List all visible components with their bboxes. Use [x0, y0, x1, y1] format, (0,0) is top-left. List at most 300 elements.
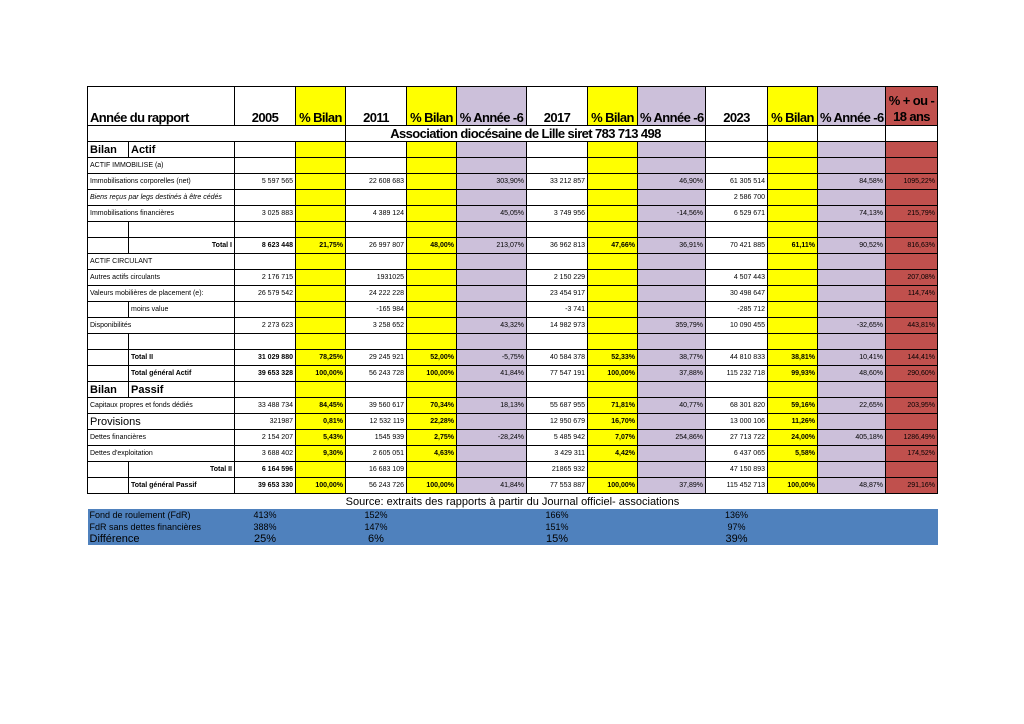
blank-cell [588, 521, 638, 533]
table-cell: 41,84% [457, 366, 527, 382]
table-cell: 44 810 833 [706, 350, 768, 366]
table-cell: 4,63% [407, 446, 457, 462]
header-row [88, 87, 938, 126]
table-cell [886, 462, 938, 478]
row-sublabel [129, 334, 235, 350]
table-cell: 30 498 647 [706, 286, 768, 302]
table-cell [346, 222, 407, 238]
summary-value: 152% [346, 509, 407, 521]
table-cell [706, 158, 768, 174]
row-label [88, 350, 129, 366]
row-label: Dettes d'exploitation [88, 446, 235, 462]
table-cell: 37,89% [638, 478, 706, 494]
table-cell: 47,66% [588, 238, 638, 254]
table-cell: 254,86% [638, 430, 706, 446]
table-cell: 36 962 813 [527, 238, 588, 254]
table-cell: 0,81% [296, 414, 346, 430]
row-label: Immobilisations corporelles (net) [88, 174, 235, 190]
table-cell: 100,00% [407, 366, 457, 382]
summary-value: 39% [706, 533, 768, 545]
table-cell: 321987 [235, 414, 296, 430]
row-label: Immobilisations financières [88, 206, 235, 222]
table-cell: -165 984 [346, 302, 407, 318]
table-cell [768, 286, 818, 302]
table-cell [457, 222, 527, 238]
table-cell [638, 302, 706, 318]
table-cell [407, 270, 457, 286]
table-cell: 77 553 887 [527, 478, 588, 494]
table-cell: 26 579 542 [235, 286, 296, 302]
summary-value: 151% [527, 521, 588, 533]
table-cell [588, 174, 638, 190]
blank-cell [638, 533, 706, 545]
table-cell [768, 254, 818, 270]
table-cell: 359,79% [638, 318, 706, 334]
table-cell: 90,52% [818, 238, 886, 254]
table-cell: 45,05% [457, 206, 527, 222]
table-cell [886, 334, 938, 350]
table-cell: 144,41% [886, 350, 938, 366]
table-cell [346, 334, 407, 350]
blank-cell [768, 521, 818, 533]
subtitle-row [88, 126, 938, 142]
table-cell [706, 334, 768, 350]
table-row [88, 414, 938, 430]
blank-cell [886, 382, 938, 398]
table-cell [818, 462, 886, 478]
table-cell [407, 254, 457, 270]
table-cell [235, 222, 296, 238]
table-cell: 3 749 956 [527, 206, 588, 222]
table-cell: 52,00% [407, 350, 457, 366]
summary-row [88, 521, 938, 533]
table-cell: 55 687 955 [527, 398, 588, 414]
table-cell [638, 254, 706, 270]
blank-cell [588, 142, 638, 158]
header-col: 2011 [346, 87, 407, 126]
blank-cell [457, 521, 527, 533]
table-cell: 41,84% [457, 478, 527, 494]
table-cell: 33 488 734 [235, 398, 296, 414]
table-cell: 115 232 718 [706, 366, 768, 382]
table-cell: -28,24% [457, 430, 527, 446]
table-cell [235, 334, 296, 350]
table-cell [818, 446, 886, 462]
table-cell: 78,25% [296, 350, 346, 366]
table-cell [886, 302, 938, 318]
table-cell: 22,28% [407, 414, 457, 430]
row-label [88, 302, 129, 318]
table-cell [886, 158, 938, 174]
table-cell [768, 174, 818, 190]
table-cell: 5,58% [768, 446, 818, 462]
table-cell [768, 222, 818, 238]
table-cell [768, 302, 818, 318]
blank-cell [638, 142, 706, 158]
header-label: Année du rapport [88, 87, 235, 126]
table-cell [588, 270, 638, 286]
blank-cell [818, 126, 886, 142]
table-cell: -3 741 [527, 302, 588, 318]
blank-cell [296, 382, 346, 398]
table-cell: 84,45% [296, 398, 346, 414]
table-cell: 2 154 207 [235, 430, 296, 446]
table-cell [407, 302, 457, 318]
table-cell [768, 318, 818, 334]
table-cell: 33 212 857 [527, 174, 588, 190]
table-cell [768, 462, 818, 478]
table-row [88, 286, 938, 302]
blank-cell [296, 521, 346, 533]
table-cell [768, 206, 818, 222]
blank-cell [818, 382, 886, 398]
table-cell: 38,77% [638, 350, 706, 366]
table-cell [346, 254, 407, 270]
blank-cell [527, 142, 588, 158]
table-cell: 3 025 883 [235, 206, 296, 222]
table-cell [407, 190, 457, 206]
blank-cell [768, 126, 818, 142]
table-cell: 1286,49% [886, 430, 938, 446]
table-cell: 303,90% [457, 174, 527, 190]
table-cell [296, 334, 346, 350]
table-cell: 6 164 596 [235, 462, 296, 478]
blank-cell [886, 142, 938, 158]
blank-cell [706, 142, 768, 158]
table-cell [235, 302, 296, 318]
table-row [88, 318, 938, 334]
table-row [88, 398, 938, 414]
blank-cell [296, 533, 346, 545]
table-cell [457, 302, 527, 318]
table-cell [886, 414, 938, 430]
table-cell: 39 653 328 [235, 366, 296, 382]
blank-cell [638, 509, 706, 521]
row-label [88, 334, 129, 350]
table-cell [407, 334, 457, 350]
subtitle: Association diocésaine de Lille siret 783 713 498 [346, 126, 706, 142]
header-col: % Bilan [296, 87, 346, 126]
table-cell: 70,34% [407, 398, 457, 414]
table-cell [638, 414, 706, 430]
row-label: ACTIF CIRCULANT [88, 254, 235, 270]
table-cell: 21,75% [296, 238, 346, 254]
table-cell [296, 254, 346, 270]
blank-cell [886, 509, 938, 521]
blank-cell [235, 142, 296, 158]
table-row [88, 366, 938, 382]
table-cell: 37,88% [638, 366, 706, 382]
table-cell: 3 688 402 [235, 446, 296, 462]
section-subtitle: Actif [129, 142, 235, 158]
table-cell: 12 532 119 [346, 414, 407, 430]
table-cell: 68 301 820 [706, 398, 768, 414]
table-cell: 11,26% [768, 414, 818, 430]
table-row [88, 254, 938, 270]
table-cell: 2 150 229 [527, 270, 588, 286]
table-cell: 61 305 514 [706, 174, 768, 190]
table-row [88, 350, 938, 366]
row-sublabel [129, 222, 235, 238]
table-cell: 12 950 679 [527, 414, 588, 430]
table-cell: 405,18% [818, 430, 886, 446]
header-col: % Bilan [407, 87, 457, 126]
table-row [88, 334, 938, 350]
blank-cell [706, 382, 768, 398]
section-title: Bilan [88, 142, 129, 158]
table-cell: 816,63% [886, 238, 938, 254]
table-cell: 61,11% [768, 238, 818, 254]
table-cell [457, 286, 527, 302]
row-label: Autres actifs circulants [88, 270, 235, 286]
header-col: % Bilan [588, 87, 638, 126]
row-label [88, 222, 129, 238]
table-cell: 29 245 921 [346, 350, 407, 366]
summary-label: Différence [88, 533, 235, 545]
header-col: % + ou - 18 ans [886, 87, 938, 126]
table-cell: 21865 932 [527, 462, 588, 478]
row-label: ACTIF IMMOBILISE (a) [88, 158, 235, 174]
table-cell: 36,91% [638, 238, 706, 254]
table-cell: 27 713 722 [706, 430, 768, 446]
row-sublabel: Total général Actif [129, 366, 235, 382]
blank-cell [768, 533, 818, 545]
row-label: Biens reçus par legs destinés à être cédés [88, 190, 235, 206]
header-col: % Année -6 [457, 87, 527, 126]
table-cell: 77 547 191 [527, 366, 588, 382]
table-cell [588, 206, 638, 222]
table-cell [457, 190, 527, 206]
table-row [88, 270, 938, 286]
table-cell [407, 462, 457, 478]
header-col: 2005 [235, 87, 296, 126]
table-cell [457, 446, 527, 462]
table-cell: 24,00% [768, 430, 818, 446]
blank-cell [818, 533, 886, 545]
table-cell: -32,65% [818, 318, 886, 334]
table-cell: 5 485 942 [527, 430, 588, 446]
table-cell: 207,08% [886, 270, 938, 286]
table-cell [886, 254, 938, 270]
section-title: Bilan [88, 382, 129, 398]
table-cell: 115 452 713 [706, 478, 768, 494]
row-sublabel: moins value [129, 302, 235, 318]
source-note: Source: extraits des rapports à partir du Journal officiel- associations [345, 495, 680, 508]
table-cell: 38,81% [768, 350, 818, 366]
blank-cell [457, 142, 527, 158]
table-cell: 215,79% [886, 206, 938, 222]
table-cell [638, 158, 706, 174]
table-cell [407, 318, 457, 334]
table-cell [886, 222, 938, 238]
table-cell [706, 254, 768, 270]
table-cell: 2 176 715 [235, 270, 296, 286]
summary-value: 6% [346, 533, 407, 545]
table-row [88, 174, 938, 190]
row-sublabel: Total II [129, 462, 235, 478]
blank-cell [588, 382, 638, 398]
table-cell [346, 190, 407, 206]
table-cell [818, 286, 886, 302]
table-cell [588, 334, 638, 350]
table-cell [296, 158, 346, 174]
table-cell: 291,16% [886, 478, 938, 494]
row-label [88, 238, 129, 254]
summary-value: 388% [235, 521, 296, 533]
table-cell [457, 462, 527, 478]
table-cell: 1545 939 [346, 430, 407, 446]
summary-value: 166% [527, 509, 588, 521]
header-col: 2023 [706, 87, 768, 126]
blank-cell [768, 142, 818, 158]
table-cell [457, 254, 527, 270]
table-cell [296, 174, 346, 190]
table-cell: 4,42% [588, 446, 638, 462]
table-cell [457, 334, 527, 350]
table-cell: 100,00% [588, 478, 638, 494]
table-cell: -5,75% [457, 350, 527, 366]
table-cell [588, 190, 638, 206]
summary-value: 25% [235, 533, 296, 545]
table-row [88, 478, 938, 494]
blank-cell [818, 521, 886, 533]
table-cell: 9,30% [296, 446, 346, 462]
blank-cell [296, 509, 346, 521]
table-cell: 56 243 728 [346, 366, 407, 382]
table-cell: 203,95% [886, 398, 938, 414]
summary-label: FdR sans dettes financières [88, 521, 235, 533]
table-row [88, 302, 938, 318]
table-row [88, 158, 938, 174]
table-cell [638, 222, 706, 238]
table-cell: 23 454 917 [527, 286, 588, 302]
table-cell [886, 190, 938, 206]
summary-row [88, 533, 938, 545]
table-cell [818, 334, 886, 350]
table-cell: 174,52% [886, 446, 938, 462]
blank-cell [457, 533, 527, 545]
table-cell [638, 270, 706, 286]
table-cell: 14 982 973 [527, 318, 588, 334]
table-cell [527, 158, 588, 174]
section-title-row [88, 142, 938, 158]
section-title-row [88, 382, 938, 398]
row-sublabel: Total général Passif [129, 478, 235, 494]
table-cell: 56 243 726 [346, 478, 407, 494]
table-cell [407, 206, 457, 222]
table-cell: 2,75% [407, 430, 457, 446]
table-cell [527, 222, 588, 238]
header-col: % Bilan [768, 87, 818, 126]
blank-cell [588, 509, 638, 521]
table-cell: 4 389 124 [346, 206, 407, 222]
table-cell [346, 158, 407, 174]
table-cell: 10 090 455 [706, 318, 768, 334]
summary-label: Fond de roulement (FdR) [88, 509, 235, 521]
row-label [88, 366, 129, 382]
table-cell: 1095,22% [886, 174, 938, 190]
table-cell: 1931025 [346, 270, 407, 286]
table-cell: 100,00% [296, 478, 346, 494]
table-cell [588, 318, 638, 334]
table-cell: 40,77% [638, 398, 706, 414]
table-cell: 40 584 378 [527, 350, 588, 366]
table-cell [527, 334, 588, 350]
table-cell: 22 608 683 [346, 174, 407, 190]
table-cell [296, 462, 346, 478]
table-row [88, 190, 938, 206]
table-cell: 6 529 671 [706, 206, 768, 222]
table-cell: 7,07% [588, 430, 638, 446]
table-cell: 59,16% [768, 398, 818, 414]
table-cell [706, 222, 768, 238]
table-cell [818, 270, 886, 286]
table-cell: 71,81% [588, 398, 638, 414]
table-cell: 26 997 807 [346, 238, 407, 254]
table-cell: 3 429 311 [527, 446, 588, 462]
table-cell [818, 222, 886, 238]
table-cell: 52,33% [588, 350, 638, 366]
summary-value: 97% [706, 521, 768, 533]
blank-cell [457, 382, 527, 398]
table-cell: 8 623 448 [235, 238, 296, 254]
table-cell: 47 150 893 [706, 462, 768, 478]
table-cell: 3 258 652 [346, 318, 407, 334]
table-cell: 13 000 106 [706, 414, 768, 430]
table-cell: 39 560 617 [346, 398, 407, 414]
header-col: 2017 [527, 87, 588, 126]
table-cell [638, 334, 706, 350]
table-cell [818, 302, 886, 318]
table-cell: 31 029 880 [235, 350, 296, 366]
table-cell: 4 507 443 [706, 270, 768, 286]
table-cell: 6 437 065 [706, 446, 768, 462]
table-cell: 5 597 565 [235, 174, 296, 190]
blank-cell [638, 521, 706, 533]
blank-cell [346, 382, 407, 398]
blank-cell [235, 382, 296, 398]
table-cell [588, 462, 638, 478]
blank-cell [407, 509, 457, 521]
table-cell: 48,87% [818, 478, 886, 494]
table-cell [588, 254, 638, 270]
table-cell: 46,90% [638, 174, 706, 190]
table-cell: 16 683 109 [346, 462, 407, 478]
table-cell [588, 158, 638, 174]
blank-cell [407, 142, 457, 158]
table-cell [638, 190, 706, 206]
table-cell [296, 270, 346, 286]
blank-cell [818, 142, 886, 158]
table-cell: 39 653 330 [235, 478, 296, 494]
table-cell: 18,13% [457, 398, 527, 414]
row-label [88, 478, 129, 494]
table-cell: 48,60% [818, 366, 886, 382]
table-cell: 74,13% [818, 206, 886, 222]
table-cell: 70 421 885 [706, 238, 768, 254]
summary-value: 147% [346, 521, 407, 533]
blank-cell [706, 126, 768, 142]
table-cell: 99,93% [768, 366, 818, 382]
table-cell [296, 302, 346, 318]
table-cell [818, 254, 886, 270]
table-cell: 2 273 623 [235, 318, 296, 334]
row-label: Capitaux propres et fonds dédiés [88, 398, 235, 414]
table-row [88, 222, 938, 238]
table-cell [527, 254, 588, 270]
table-cell [296, 190, 346, 206]
table-cell: 443,81% [886, 318, 938, 334]
